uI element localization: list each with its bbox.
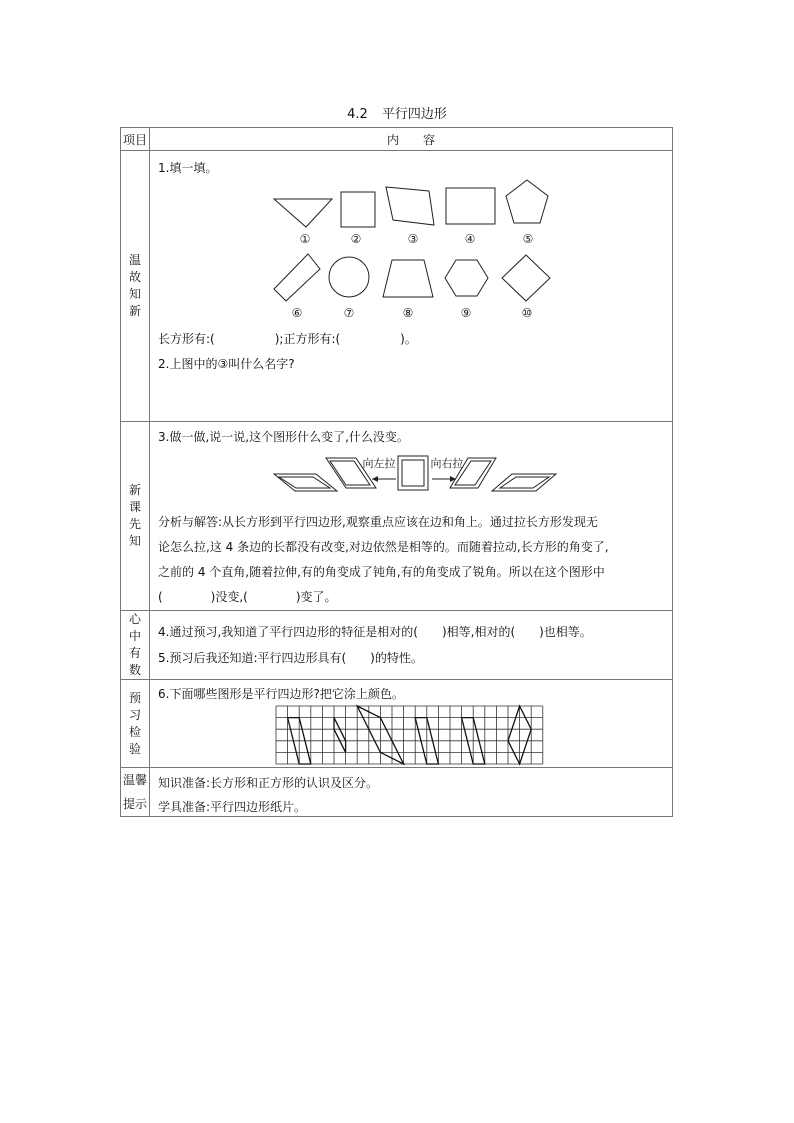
shape-rhombus [502, 255, 550, 301]
label-char: 新 [128, 483, 141, 497]
shape-number: ② [350, 232, 362, 246]
question-3: 3.做一做,说一说,这个图形什么变了,什么没变。 [158, 430, 409, 444]
question-2: 2.上图中的③叫什么名字? [158, 357, 295, 371]
row-mind [121, 611, 673, 680]
shape-quadrilateral [386, 187, 434, 225]
label-char: 中 [128, 629, 141, 643]
label-char: 验 [128, 741, 141, 756]
analysis-line: 之前的 4 个直角,随着拉伸,有的角变成了钝角,有的角变成了锐角。所以在这个图形中 [158, 565, 605, 579]
tips-line-1: 知识准备:长方形和正方形的认识及区分。 [158, 776, 379, 790]
analysis-line: 分析与解答:从长方形到平行四边形,观察重点应该在边和角上。通过拉长方形发现无 [158, 515, 598, 529]
header-item: 项目 [121, 128, 150, 151]
shape-number: ③ [407, 232, 419, 246]
page-title [0, 103, 794, 122]
row-new [121, 422, 673, 611]
shape-number: ⑧ [402, 306, 414, 320]
label-char: 心 [128, 612, 141, 626]
shape-triangle [274, 199, 332, 227]
shape-number: ⑤ [522, 232, 534, 246]
label-char: 检 [128, 724, 141, 739]
shape-number: ⑦ [343, 306, 355, 320]
question-6: 6.下面哪些图形是平行四边形?把它涂上颜色。 [158, 687, 404, 701]
label-char: 故 [128, 270, 141, 284]
frame-figure [150, 422, 674, 512]
label-review [121, 151, 150, 422]
label-char: 先 [128, 517, 141, 531]
shape-trapezoid [383, 260, 433, 297]
section-title: 平行四边形 [381, 107, 447, 122]
shape-number: ⑩ [521, 306, 533, 320]
label-check [121, 680, 150, 768]
analysis-line: 论怎么拉,这 4 条边的长都没有改变,对边依然是相等的。而随着拉动,长方形的角变了, [158, 540, 609, 554]
label-char: 知 [128, 534, 141, 548]
tips-line-2: 学具准备:平行四边形纸片。 [158, 800, 307, 814]
shape-number: ④ [464, 232, 476, 246]
analysis-line: ( )没变,( )变了。 [158, 590, 337, 604]
label-char: 习 [128, 707, 141, 722]
label-char: 温馨 [122, 773, 147, 787]
label-tips [121, 768, 150, 817]
mind-content [150, 611, 673, 680]
question-4: 4.通过预习,我知道了平行四边形的特征是相对的( )相等,相对的( )也相等。 [158, 625, 592, 639]
section-number: 4.2 [347, 107, 368, 122]
shape-number: ⑥ [291, 306, 303, 320]
shape-number: ⑨ [460, 306, 472, 320]
shape-number: ① [299, 232, 311, 246]
shape-square [341, 192, 375, 227]
review-content [150, 151, 673, 422]
pull-left-label: 向左拉 [362, 457, 396, 470]
question-5: 5.预习后我还知道:平行四边形具有( )的特性。 [158, 651, 423, 665]
lesson-table [120, 127, 673, 817]
shape-rectangle [446, 188, 495, 224]
shapes-figure [150, 151, 674, 421]
label-char: 数 [128, 663, 141, 677]
row-check [121, 680, 673, 768]
label-new [121, 422, 150, 611]
label-char: 课 [128, 500, 141, 514]
label-mind [121, 611, 150, 680]
shape-hexagon [445, 260, 488, 296]
row-review [121, 151, 673, 422]
shape-tilted-rectangle [274, 254, 320, 301]
label-char: 有 [128, 646, 141, 660]
header-content: 内 容 [150, 128, 673, 151]
label-char: 新 [128, 304, 141, 318]
label-char: 提示 [122, 797, 147, 811]
check-content [150, 680, 673, 768]
shape-pentagon [506, 180, 548, 223]
grid-shape [334, 718, 346, 753]
shape-circle [329, 257, 369, 297]
header-row [121, 128, 673, 151]
fill-line: 长方形有:( );正方形有:( )。 [158, 332, 417, 346]
new-content [150, 422, 673, 611]
label-char: 预 [128, 690, 141, 705]
row-tips [121, 768, 673, 817]
label-char: 温 [128, 253, 141, 267]
question-1: 1.填一填。 [158, 161, 218, 175]
label-char: 知 [128, 287, 141, 301]
grid-figure [150, 680, 674, 767]
pull-right-label: 向右拉 [430, 457, 464, 470]
tips-content [150, 768, 673, 817]
